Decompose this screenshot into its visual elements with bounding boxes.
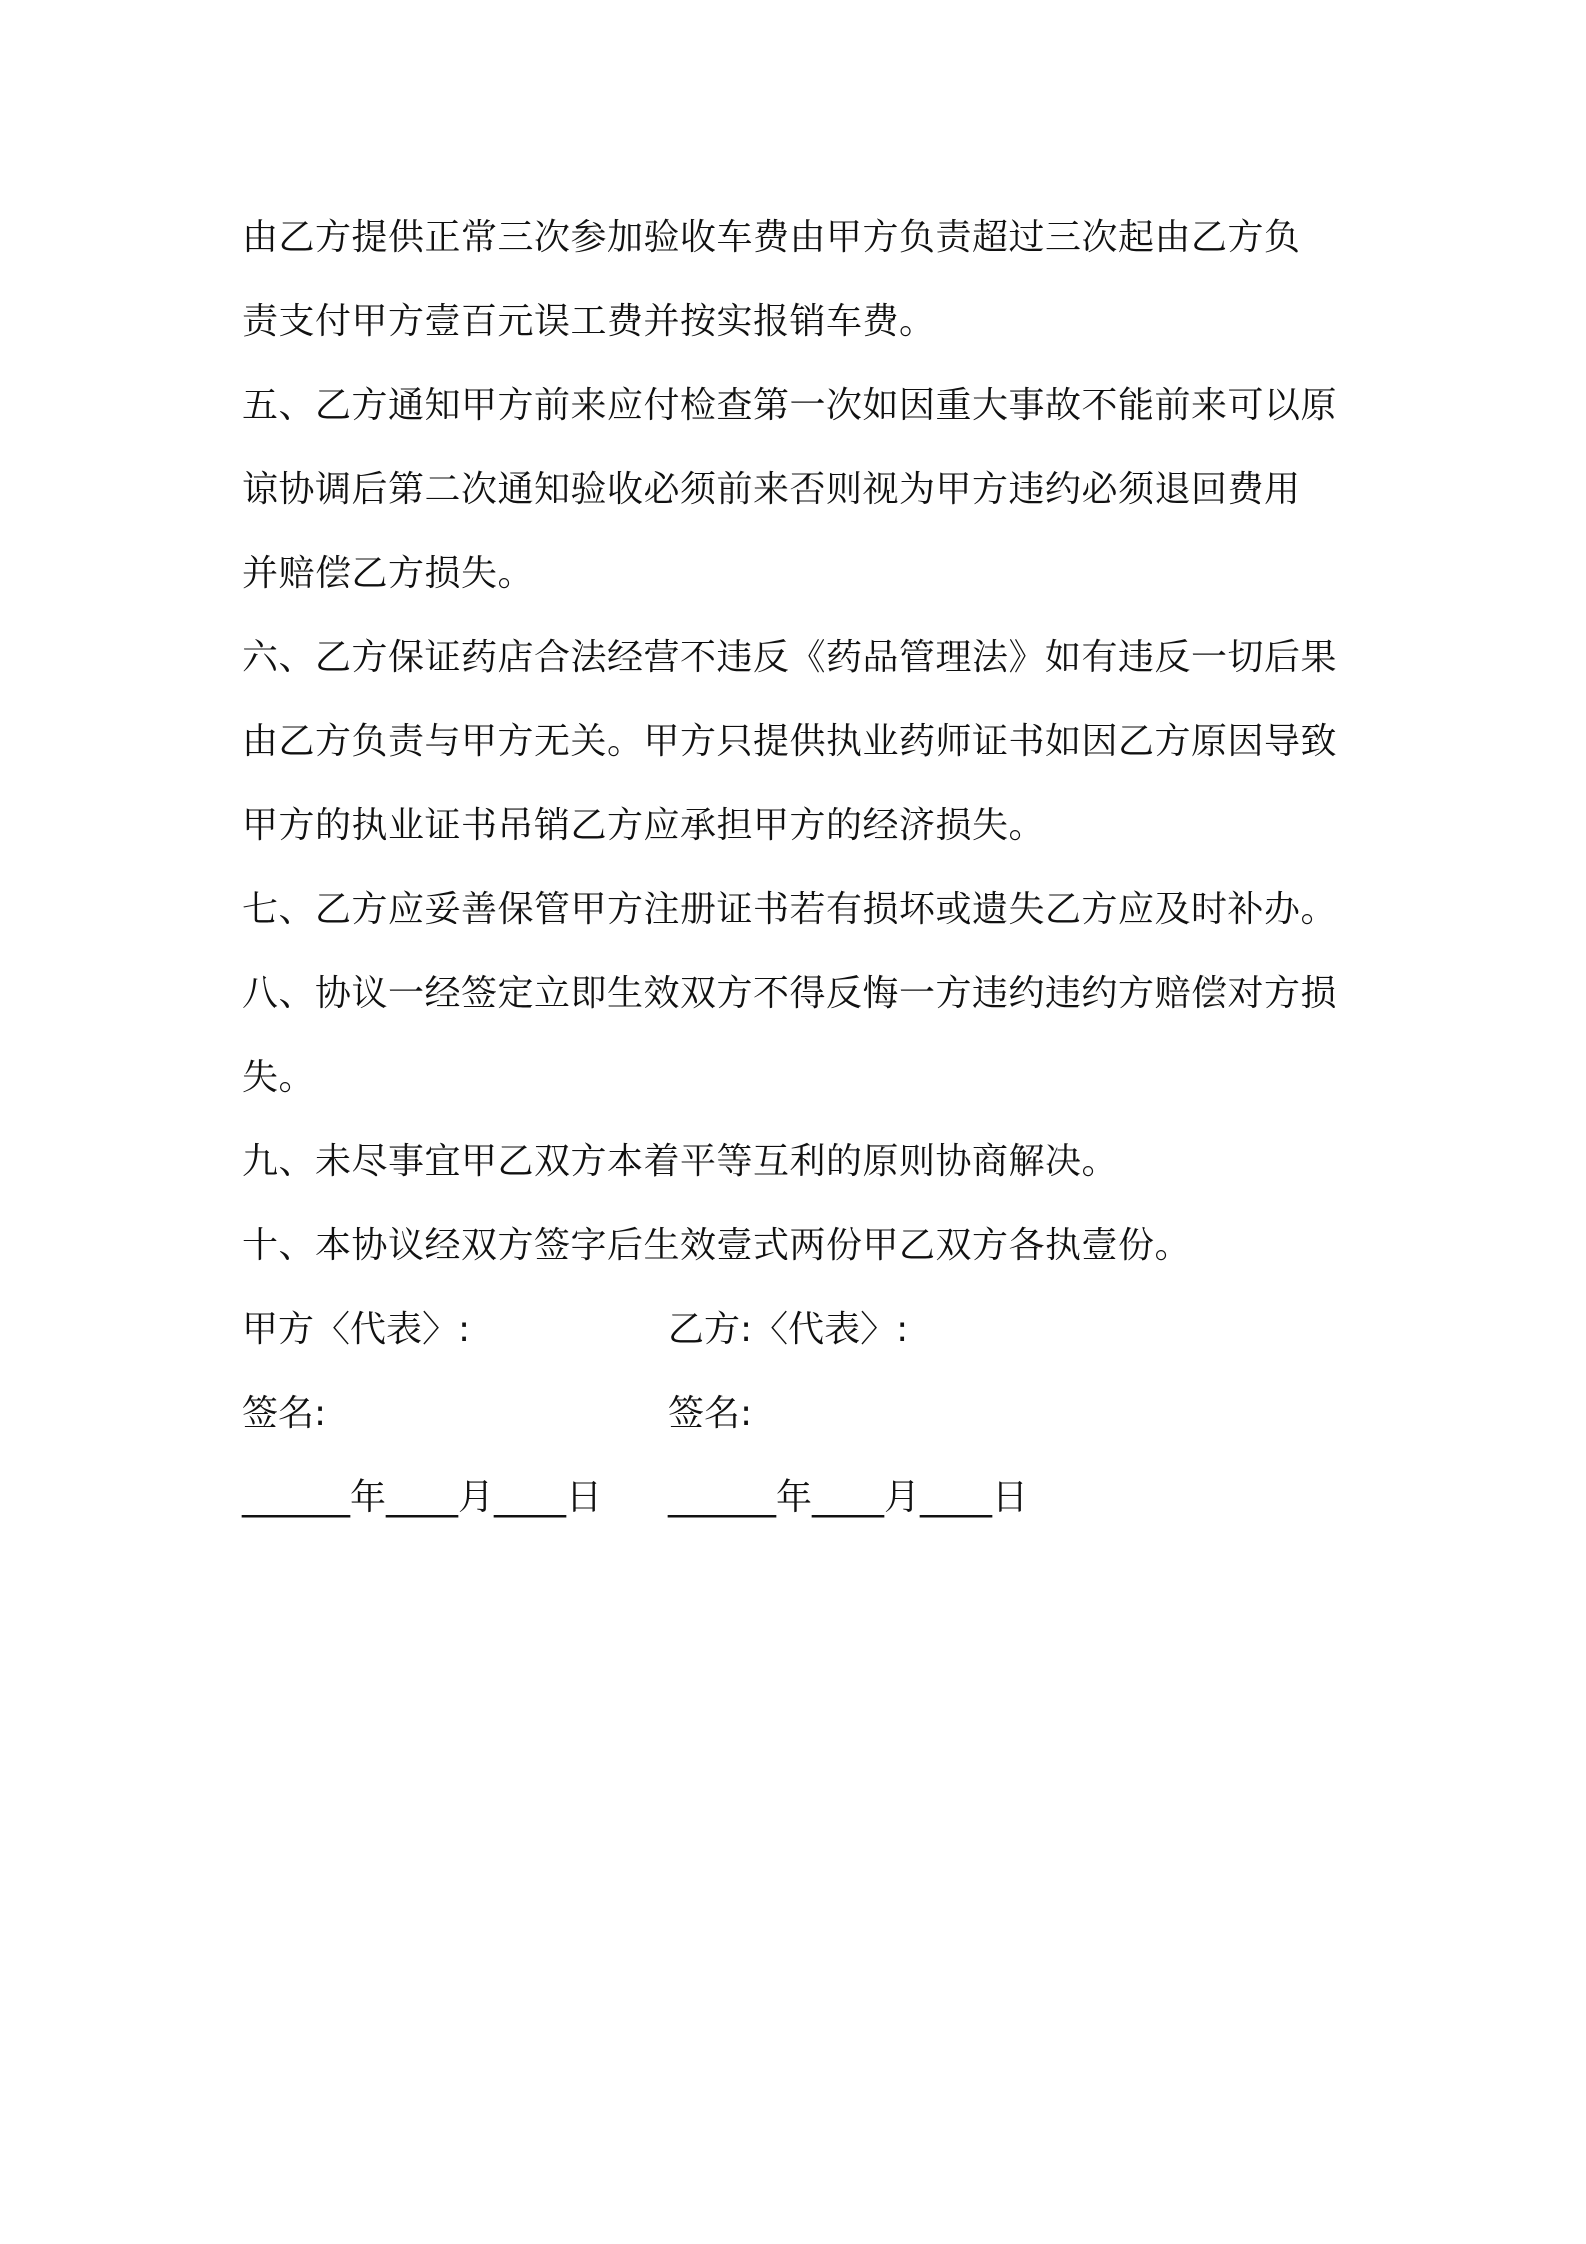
clause-ten: 十、本协议经双方签字后生效壹式两份甲乙双方各执壹份。 xyxy=(242,1225,1192,1266)
clause-eight-line-2: 失。 xyxy=(242,1057,316,1098)
party-b-date-blank: ______年____月____日 xyxy=(668,1477,1028,1518)
party-a-representative-label: 甲方〈代表〉: xyxy=(242,1309,471,1350)
date-row xyxy=(242,1456,1362,1540)
clause-nine: 九、未尽事宜甲乙双方本着平等互利的原则协商解决。 xyxy=(242,1141,1119,1182)
clause-six-line-1: 六、乙方保证药店合法经营不违反《药品管理法》如有违反一切后果 xyxy=(242,637,1338,678)
party-a-date-blank: ______年____月____日 xyxy=(242,1477,602,1518)
clause-six-line-3: 甲方的执业证书吊销乙方应承担甲方的经济损失。 xyxy=(242,805,1046,846)
clause-five-line-3: 并赔偿乙方损失。 xyxy=(242,553,535,594)
signature-row xyxy=(242,1372,1362,1456)
party-a-signature-label: 签名: xyxy=(242,1393,327,1434)
clause-line-2: 责支付甲方壹百元误工费并按实报销车费。 xyxy=(242,301,936,342)
agreement-body xyxy=(242,196,1362,1540)
clause-line-1: 由乙方提供正常三次参加验收车费由甲方负责超过三次起由乙方负 xyxy=(242,217,1301,258)
party-representative-row xyxy=(242,1288,1362,1372)
clause-five-line-1: 五、乙方通知甲方前来应付检查第一次如因重大事故不能前来可以原 xyxy=(242,385,1338,426)
clause-eight-line-1: 八、协议一经签定立即生效双方不得反悔一方违约违约方赔偿对方损 xyxy=(242,973,1338,1014)
clause-five-line-2: 谅协调后第二次通知验收必须前来否则视为甲方违约必须退回费用 xyxy=(242,469,1301,510)
clause-six-line-2: 由乙方负责与甲方无关。甲方只提供执业药师证书如因乙方原因导致 xyxy=(242,721,1338,762)
clause-seven: 七、乙方应妥善保管甲方注册证书若有损坏或遗失乙方应及时补办。 xyxy=(242,889,1338,930)
party-b-signature-label: 签名: xyxy=(668,1393,753,1434)
party-b-representative-label: 乙方:〈代表〉: xyxy=(668,1309,909,1350)
